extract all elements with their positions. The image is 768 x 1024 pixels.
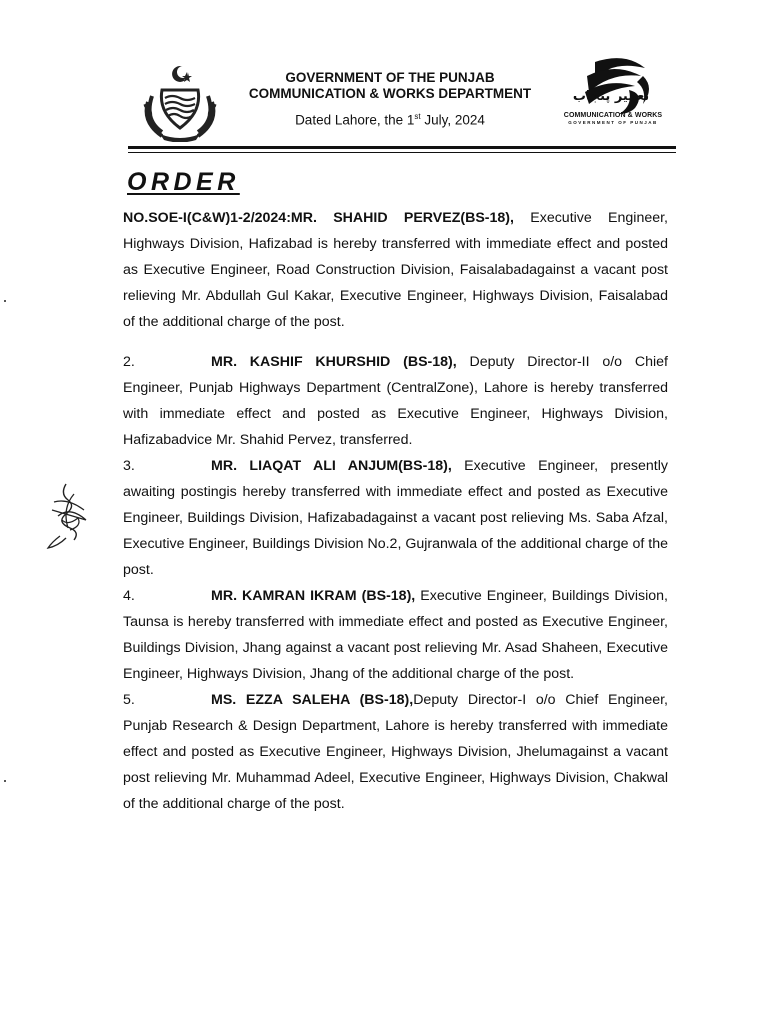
svg-text:تعمیر پنجاب: تعمیر پنجاب [572,89,650,104]
order-paragraph-2: 2. MR. KASHIF KHURSHID (BS-18), Deputy Director-II o/o Chief Engineer, Punjab Highways Department (CentralZone), Lahore is hereby transferred with immediate effect and posted as Executive Engineer, Highways Division, Hafizabadvice Mr. Shahid Pervez, transferred. [123,349,668,453]
cw-logo-caption: COMMUNICATION & WORKS GOVERNMENT OF PUNJAB [563,112,663,125]
paragraph-number: 5. [123,692,135,708]
paragraph-number: 2. [123,354,135,370]
order-body [123,205,668,817]
letterhead [222,70,558,129]
paragraph-number: 3. [123,458,135,474]
handwritten-signature [44,480,96,552]
header-divider-thick [128,146,676,149]
order-paragraph-5: 5. MS. EZZA SALEHA (BS-18),Deputy Director-I o/o Chief Engineer, Punjab Research & Design Department, Lahore is hereby transferred with immediate effect and posted as Executive Engineer, Highways Division, Jhelumagainst a vacant post relieving Mr. Muhammad Adeel, Executive Engineer, Highways Division, Chakwal of the additional charge of the post. [123,687,668,817]
letterhead-date: Dated Lahore, the 1st July, 2024 [295,112,485,128]
scan-artifact [4,300,6,302]
order-paragraph-1: NO.SOE-I(C&W)1-2/2024:MR. SHAHID PERVEZ(BS-18), Executive Engineer, Highways Division, Hafizabad is hereby transferred with immediate effect and posted as Executive Engineer, Road Construction Division, Faisalabadagainst a vacant post relieving Mr. Abdullah Gul Kakar, Executive Engineer, Highways Division, Faisalabad of the additional charge of the post. [123,210,668,330]
punjab-emblem-icon [138,62,222,142]
order-title: ORDER [127,168,240,196]
order-paragraph-4: 4. MR. KAMRAN IKRAM (BS-18), Executive Engineer, Buildings Division, Taunsa is hereby transferred with immediate effect and posted as Executive Engineer, Buildings Division, Jhang against a vacant post relieving Mr. Asad Shaheen, Executive Engineer, Highways Division, Jhang of the additional charge of the post. [123,583,668,687]
order-paragraph-3: 3. MR. LIAQAT ALI ANJUM(BS-18), Executive Engineer, presently awaiting postingis hereby transferred with immediate effect and posted as Executive Engineer, Buildings Division, Hafizabadagainst a vacant post relieving Ms. Saba Afzal, Executive Engineer, Buildings Division No.2, Gujranwala of the additional charge of the post. [123,453,668,583]
paragraph-number: 4. [123,588,135,604]
scan-artifact [4,780,6,782]
letterhead-department: COMMUNICATION & WORKS DEPARTMENT [248,86,532,101]
header-divider-thin [128,152,676,153]
letterhead-government: GOVERNMENT OF THE PUNJAB [285,70,495,85]
